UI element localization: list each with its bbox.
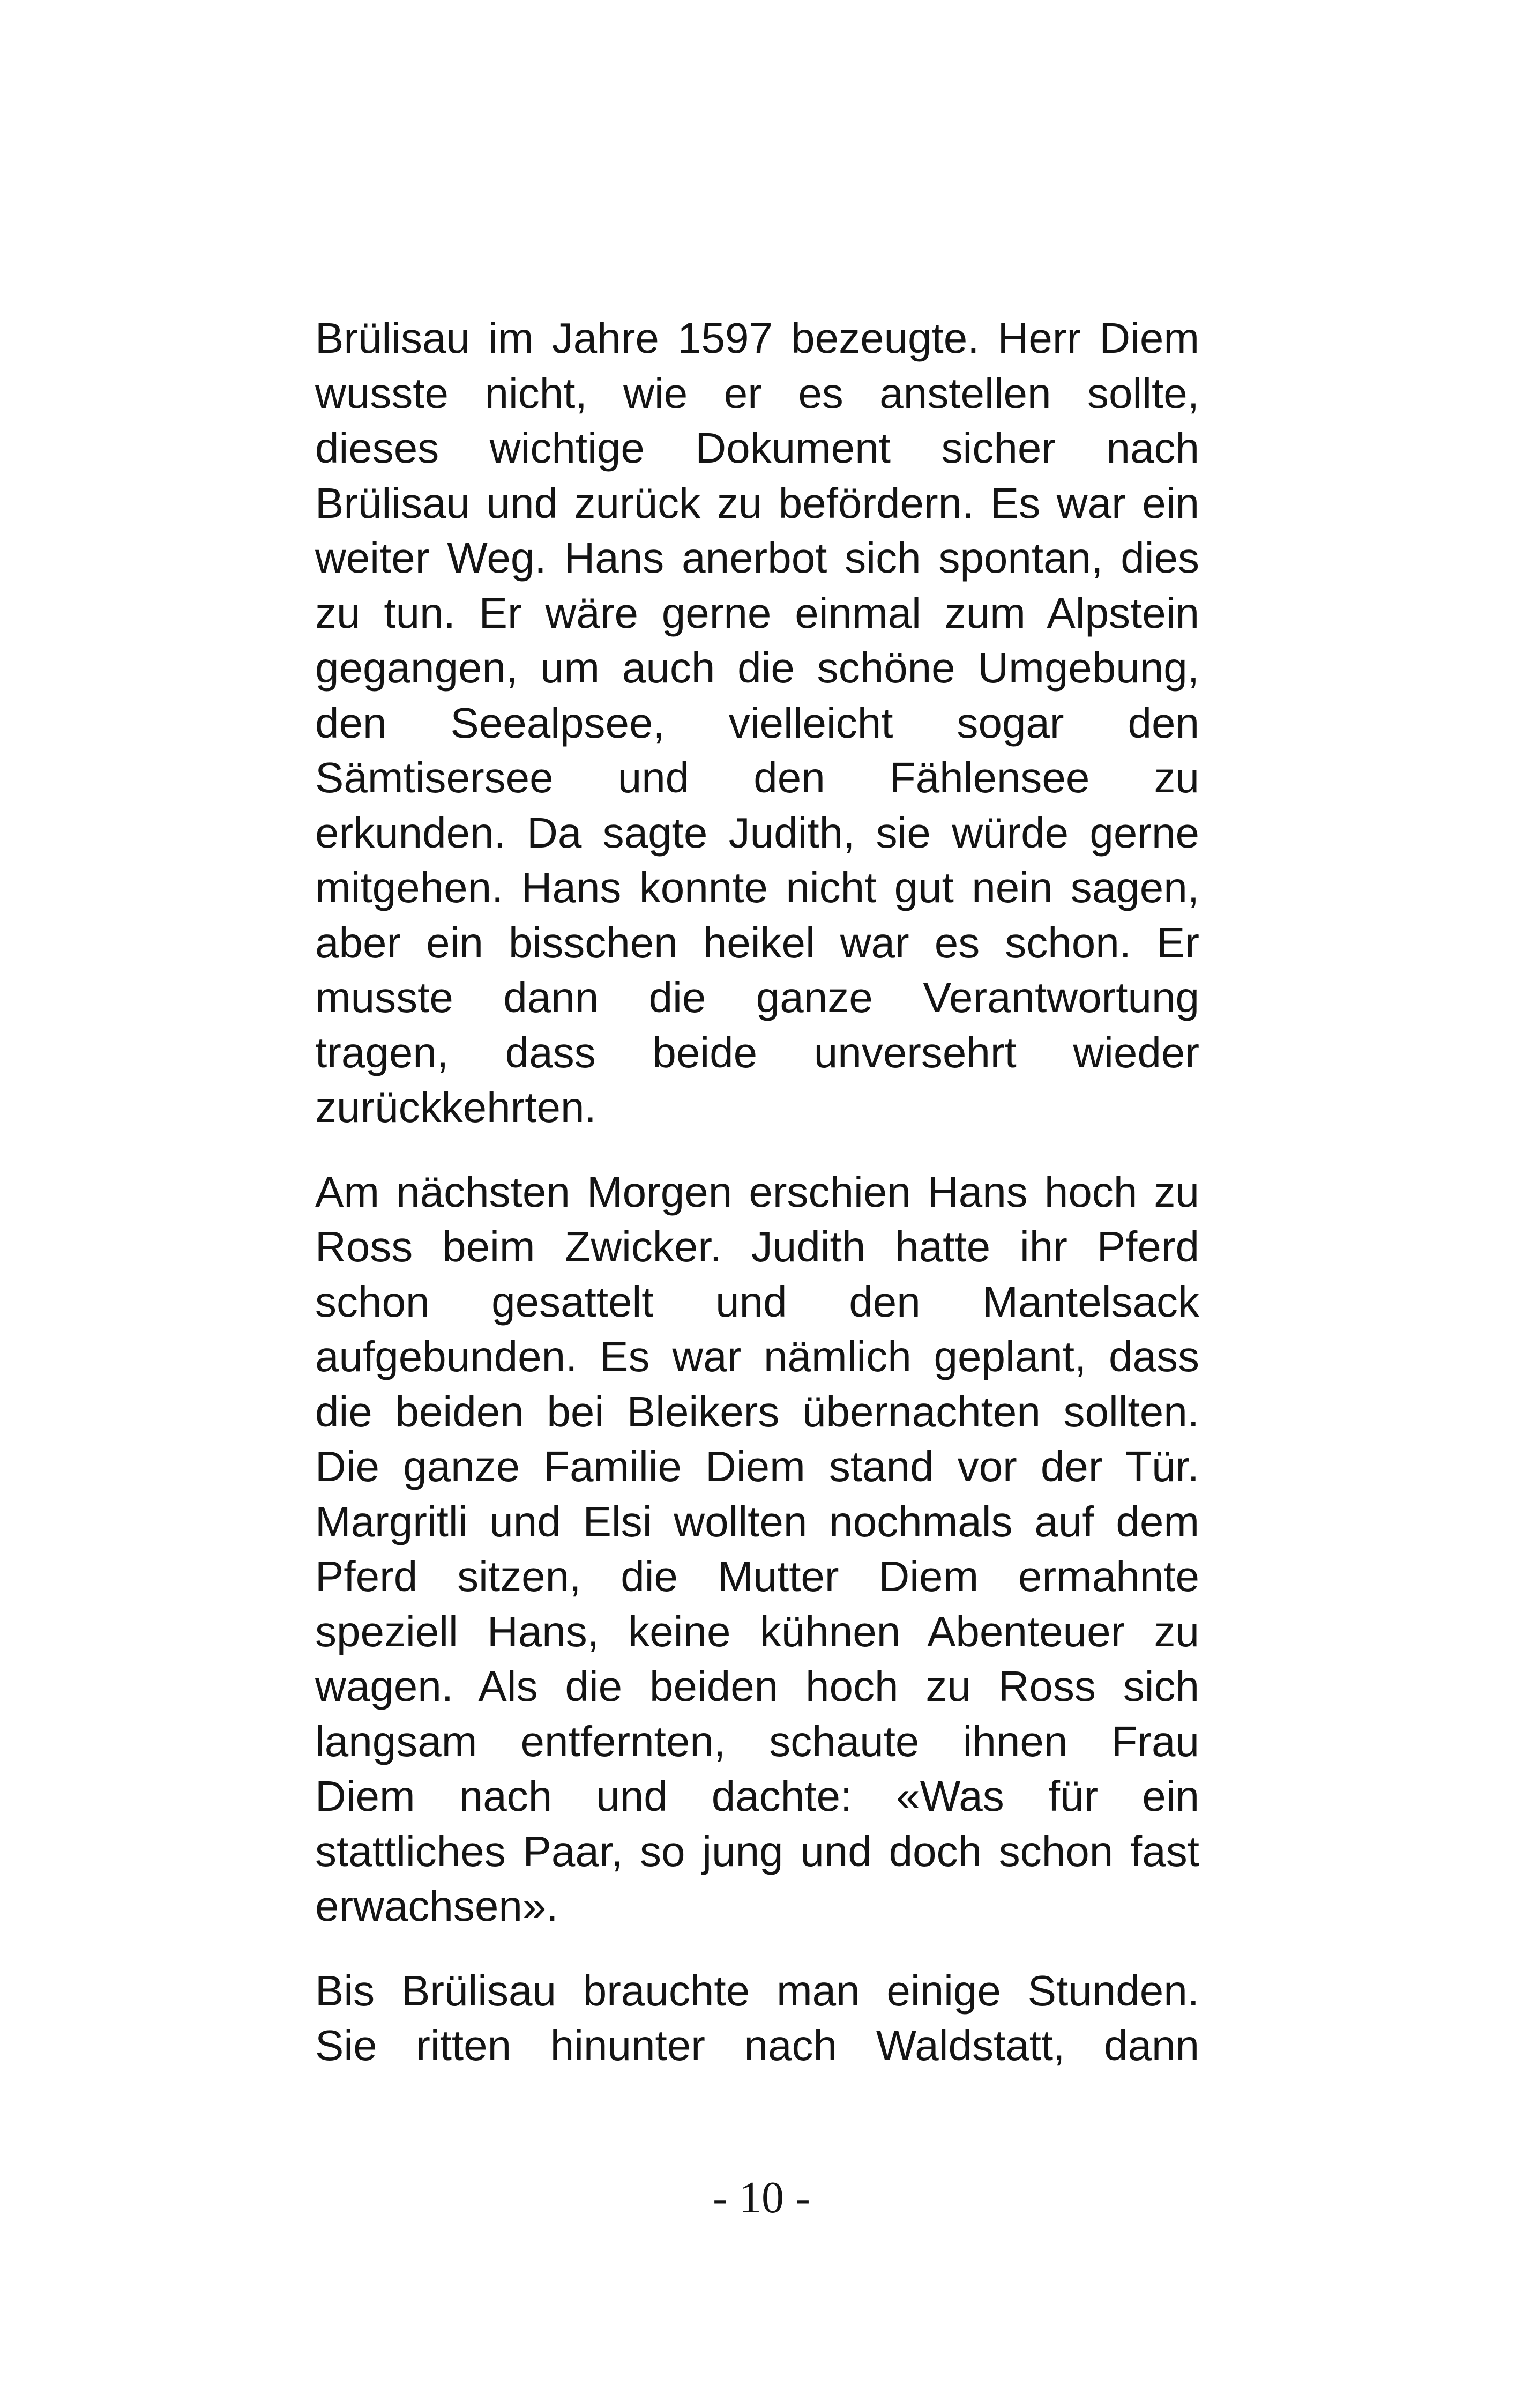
text-line: aufgebunden. Es war nämlich geplant, dass — [315, 1333, 1199, 1380]
paragraph-2 — [315, 1165, 1199, 1934]
text-line: die beiden bei Bleikers übernachten sollten. — [315, 1387, 1199, 1436]
text-line: zurückkehrten. — [315, 1083, 596, 1131]
text-line: Ross beim Zwicker. Judith hatte ihr Pferd — [315, 1223, 1199, 1270]
text-line: Sämtisersee und den Fählensee zu — [315, 754, 1199, 801]
body-text — [315, 311, 1199, 2103]
text-line: erkunden. Da sagte Judith, sie würde gerne — [315, 808, 1199, 857]
text-line: Margritli und Elsi wollten nochmals auf dem — [315, 1497, 1199, 1545]
text-line: zu tun. Er wäre gerne einmal zum Alpstein — [315, 589, 1199, 637]
text-line: Brülisau und zurück zu befördern. Es war ein — [315, 479, 1199, 527]
text-line: wagen. Als die beiden hoch zu Ross sich — [315, 1662, 1199, 1710]
page-number: - 10 - — [713, 2173, 810, 2223]
text-line: gegangen, um auch die schöne Umgebung, — [315, 644, 1199, 692]
text-line: musste dann die ganze Verantwortung — [315, 973, 1199, 1021]
text-line: speziell Hans, keine kühnen Abenteuer zu — [315, 1607, 1199, 1655]
text-line: Sie ritten hinunter nach Waldstatt, dann — [315, 2021, 1199, 2069]
paragraph-3 — [315, 1964, 1199, 2073]
text-line: Brülisau im Jahre 1597 bezeugte. Herr Diem — [315, 314, 1199, 362]
text-line: Pferd sitzen, die Mutter Diem ermahnte — [315, 1552, 1199, 1600]
text-line: Die ganze Familie Diem stand vor der Tür. — [315, 1443, 1199, 1490]
text-line: Am nächsten Morgen erschien Hans hoch zu — [315, 1168, 1199, 1216]
text-line: mitgehen. Hans konnte nicht gut nein sagen, — [315, 864, 1199, 911]
text-line: aber ein bisschen heikel war es schon. Er — [315, 918, 1199, 967]
text-line: erwachsen». — [315, 1882, 558, 1930]
text-line: tragen, dass beide unversehrt wieder — [315, 1028, 1199, 1076]
text-line: dieses wichtige Dokument sicher nach — [315, 424, 1199, 472]
text-line: langsam entfernten, schaute ihnen Frau — [315, 1717, 1199, 1765]
text-line: wusste nicht, wie er es anstellen sollte, — [315, 369, 1199, 417]
text-line: Bis Brülisau brauchte man einige Stunden. — [315, 1966, 1199, 2015]
text-line: Diem nach und dachte: «Was für ein — [315, 1772, 1199, 1820]
text-line: weiter Weg. Hans anerbot sich spontan, dies — [315, 534, 1199, 582]
text-line: den Seealpsee, vielleicht sogar den — [315, 698, 1199, 747]
paragraph-1 — [315, 311, 1199, 1135]
text-line: schon gesattelt und den Mantelsack — [315, 1277, 1199, 1326]
text-line: stattliches Paar, so jung und doch schon fast — [315, 1827, 1199, 1875]
